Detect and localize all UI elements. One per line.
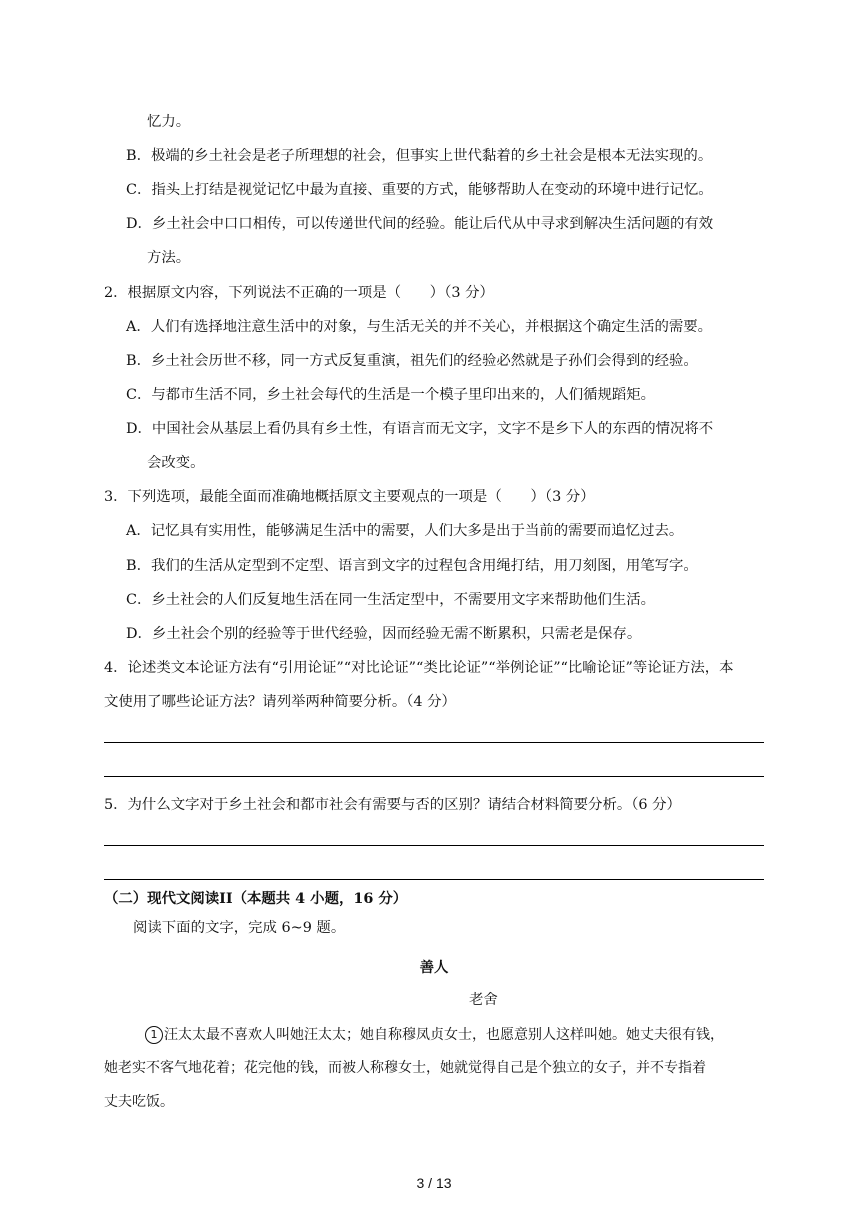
story-author: 老舍 [469,992,498,1008]
story-title: 善人 [419,959,449,976]
q5-answer-line-1 [104,845,764,846]
q1-option-d-line1: D．乡土社会中口口相传，可以传递世代间的经验。能让后代从中寻求到解决生活问题的有效 [126,216,714,232]
q3-option-c: C．乡土社会的人们反复地生活在同一生活定型中，不需要用文字来帮助他们生活。 [126,592,656,608]
paragraph-1-line1-text: 汪太太最不喜欢人叫她汪太太；她自称穆凤贞女士，也愿意别人这样叫她。她丈夫很有钱， [164,1027,724,1043]
paragraph-1-line2: 她老实不客气地花着；花完他的钱，而被人称穆女士，她就觉得自己是个独立的女子，并不专指着 [104,1060,706,1076]
page-number: 3 / 13 [416,1175,452,1191]
paragraph-1-line1 [145,1025,724,1045]
q5-stem: 5．为什么文字对于乡土社会和都市社会有需要与否的区别？请结合材料简要分析。（6 分） [104,797,681,813]
q2-option-d-line2: 会改变。 [147,455,205,471]
q3-option-b: B．我们的生活从定型到不定型、语言到文字的过程包含用绳打结，用刀刻图，用笔写字。 [126,558,698,574]
q3-option-d: D．乡土社会个别的经验等于世代经验，因而经验无需不断累积，只需老是保存。 [126,626,642,642]
q2-option-d-line1: D．中国社会从基层上看仍具有乡土性，有语言而无文字，文字不是乡下人的东西的情况将不 [126,421,714,437]
paragraph-number-badge: 1 [145,1026,163,1044]
paragraph-1-line3: 丈夫吃饭。 [104,1094,174,1110]
q3-option-a: A．记忆具有实用性，能够满足生活中的需要，人们大多是出于当前的需要而追忆过去。 [126,523,684,539]
section-heading: （二）现代文阅读II（本题共 4 小题，16 分） [104,890,408,907]
q1-option-d-line2: 方法。 [147,250,191,266]
q1-option-b: B．极端的乡土社会是老子所理想的社会，但事实上世代黏着的乡土社会是根本无法实现的。 [126,148,713,164]
q4-stem-line1: 4．论述类文本论证方法有“引用论证”“对比论证”“类比论证”“举例论证”“比喻论证”等论证方法，本 [104,660,734,676]
q2-option-a: A．人们有选择地注意生活中的对象，与生活无关的并不关心，并根据这个确定生活的需要。 [126,319,713,335]
q4-answer-line-2 [104,776,764,777]
q1-option-a-continuation: 忆力。 [147,114,191,130]
q2-stem: 2．根据原文内容，下列说法不正确的一项是（ ）（3 分） [104,285,494,301]
q5-answer-line-2 [104,879,764,880]
q4-stem-line2: 文使用了哪些论证方法？请列举两种简要分析。（4 分） [104,694,456,710]
q1-option-c: C．指头上打结是视觉记忆中最为直接、重要的方式，能够帮助人在变动的环境中进行记忆。 [126,182,713,198]
q2-option-b: B．乡土社会历世不移，同一方式反复重演，祖先们的经验必然就是子孙们会得到的经验。 [126,353,698,369]
section-instruction: 阅读下面的文字，完成 6~9 题。 [133,920,346,936]
q4-answer-line-1 [104,742,764,743]
q2-option-c: C．与都市生活不同，乡土社会每代的生活是一个模子里印出来的，人们循规蹈矩。 [126,387,656,403]
q3-stem: 3．下列选项，最能全面而准确地概括原文主要观点的一项是（ ）（3 分） [104,489,595,505]
